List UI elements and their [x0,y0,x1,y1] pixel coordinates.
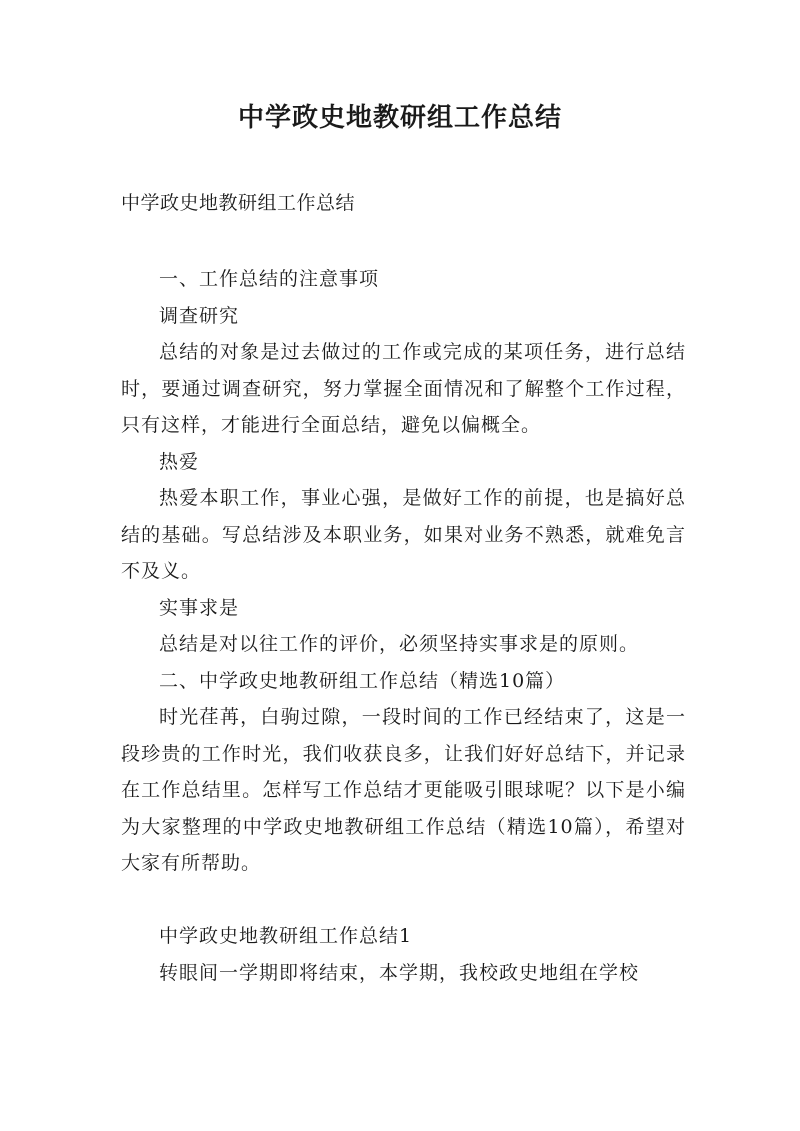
paragraph-intro: 时光荏苒，白驹过隙，一段时间的工作已经结束了，这是一段珍贵的工作时光，我们收获良多，让我们好好总结下，并记录在工作总结里。怎样写工作总结才更能吸引眼球呢？以下是小编为大家整理的中学政史地教研组工作总结（精选10篇），希望对大家有所帮助。 [121,706,686,874]
subheading-passion: 热爱 [159,450,200,473]
subheading-facts: 实事求是 [159,596,240,619]
subheading-research: 调查研究 [159,304,240,327]
section-heading-summaries: 二、中学政史地教研组工作总结（精选10篇） [159,669,566,692]
document-subtitle: 中学政史地教研组工作总结 [121,192,356,214]
document-title: 中学政史地教研组工作总结 [237,103,562,133]
paragraph-facts: 总结是对以往工作的评价，必须坚持实事求是的原则。 [159,633,640,655]
paragraph-research: 总结的对象是过去做过的工作或完成的某项任务，进行总结时，要通过调查研究，努力掌握全面情况和了解整个工作过程，只有这样，才能进行全面总结，避免以偏概全。 [121,341,686,436]
document-body [121,261,686,991]
paragraph-summary-1: 转眼间一学期即将结束，本学期，我校政史地组在学校 [159,961,640,984]
summary-heading-1: 中学政史地教研组工作总结1 [159,925,413,947]
section-heading-notes: 一、工作总结的注意事项 [159,268,380,290]
paragraph-passion: 热爱本职工作，事业心强，是做好工作的前提，也是搞好总结的基础。写总结涉及本职业务，如果对业务不熟悉，就难免言不及义。 [121,487,686,582]
